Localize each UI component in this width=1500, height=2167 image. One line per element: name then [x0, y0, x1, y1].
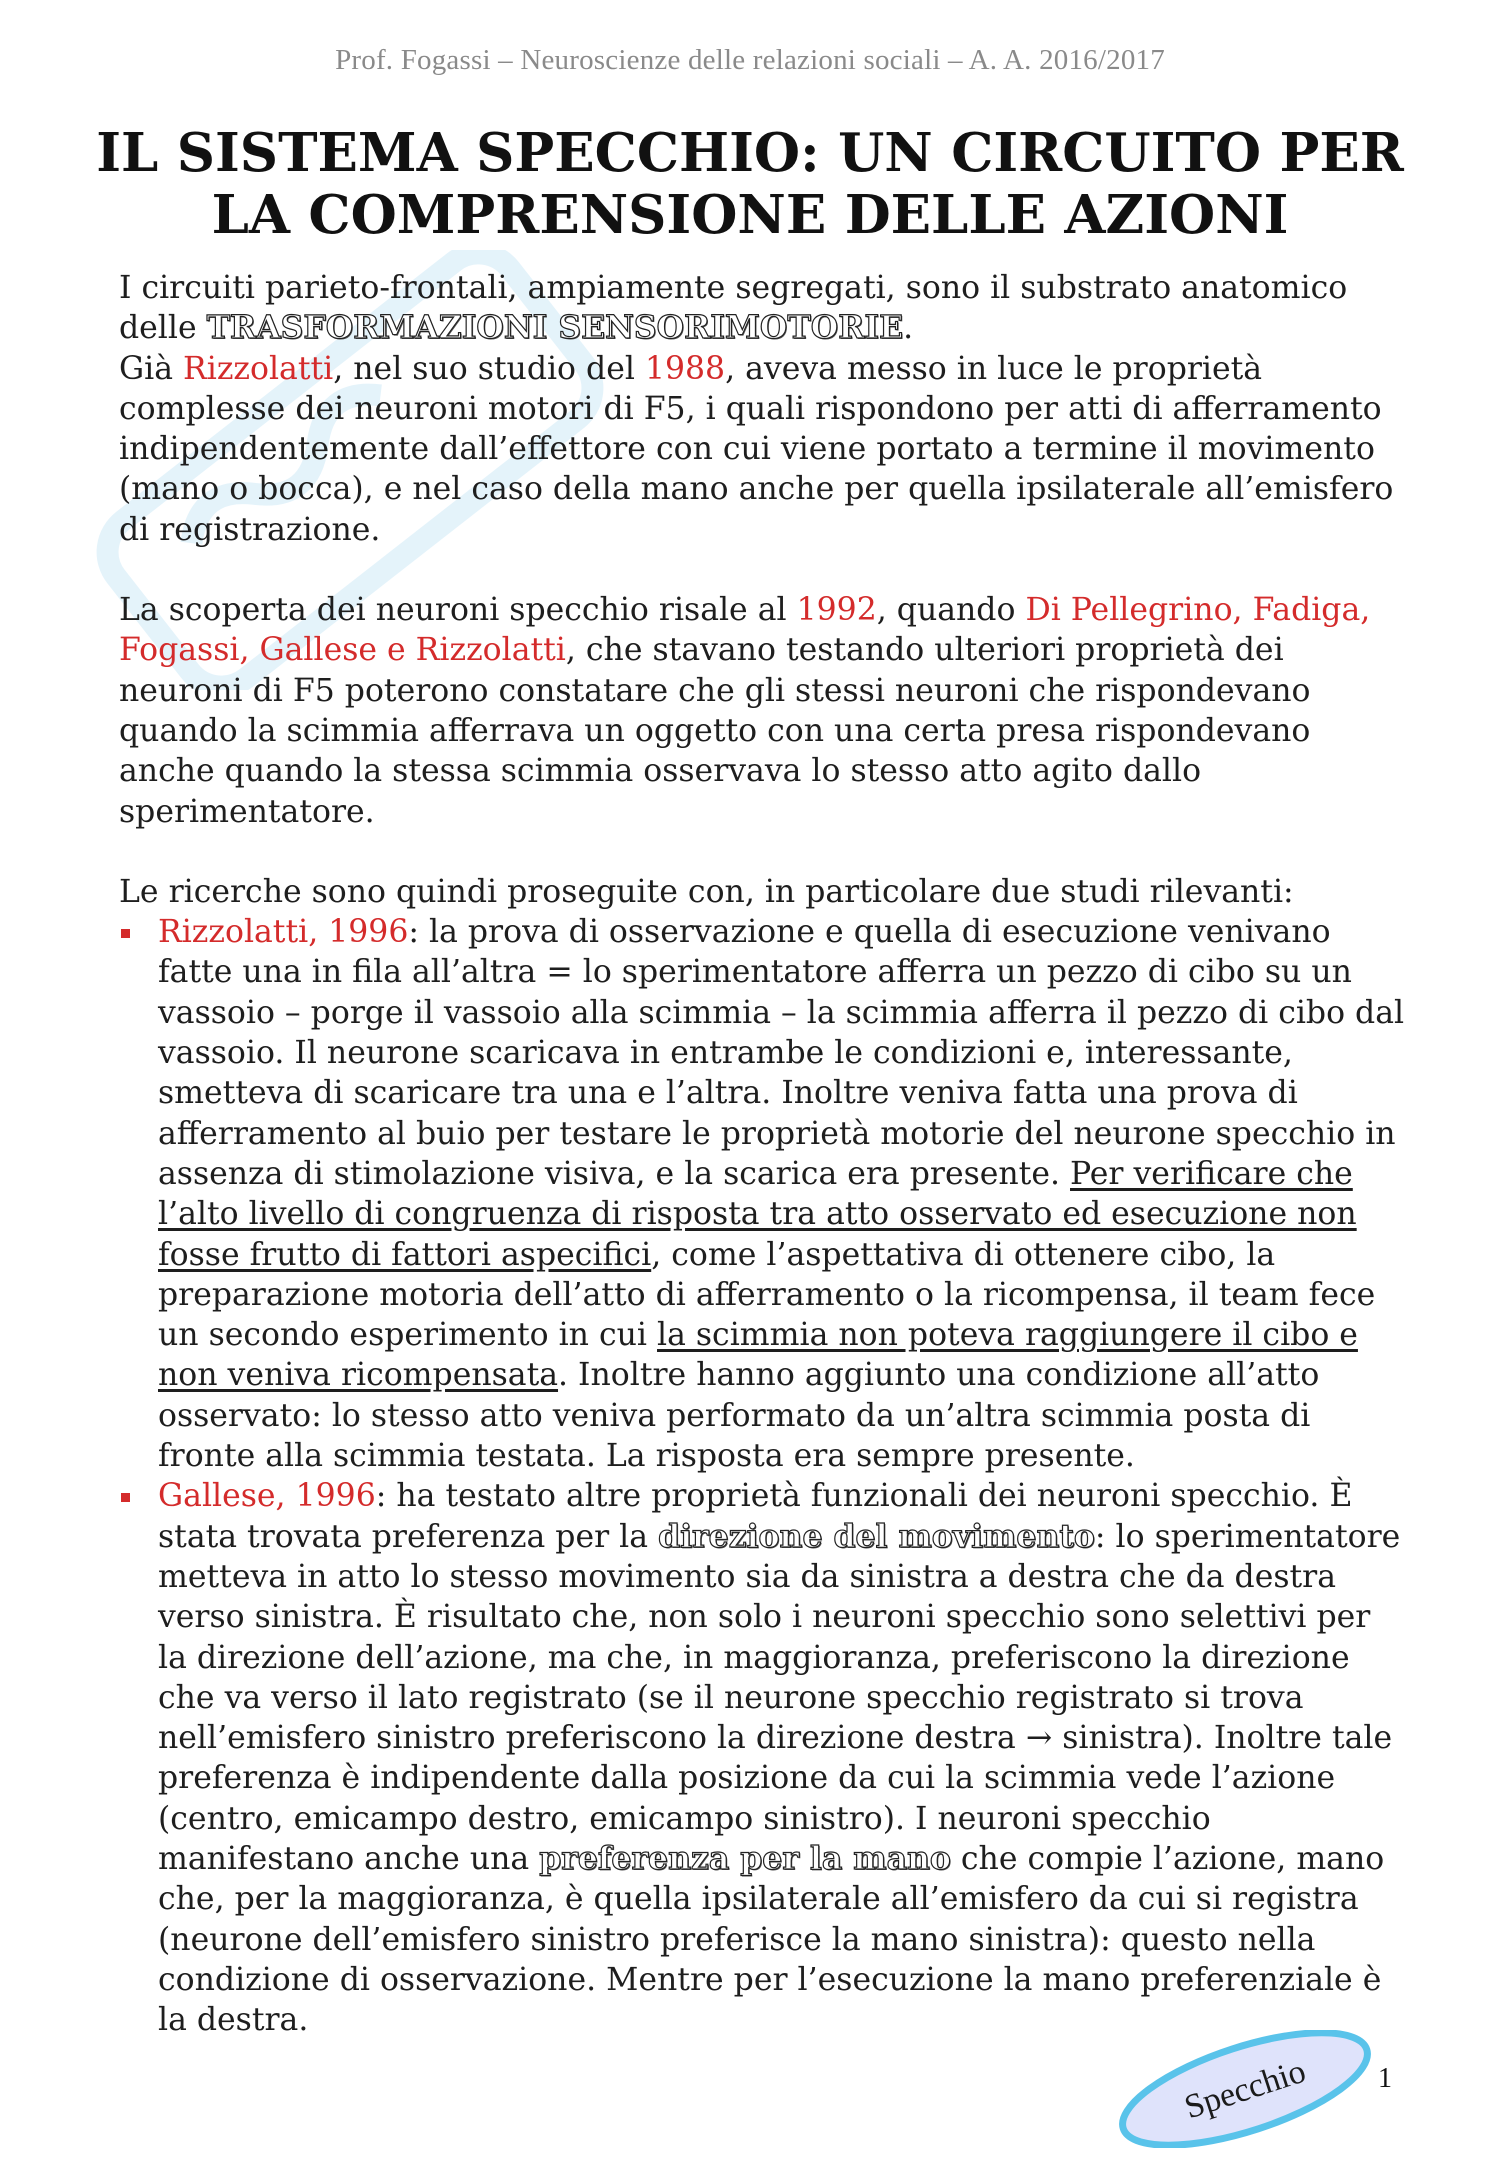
highlight-preferenza-mano: preferenza per la mano — [539, 1839, 951, 1877]
page-header: Prof. Fogassi – Neuroscienze delle relazioni sociali – A. A. 2016/2017 — [335, 44, 1165, 76]
paragraph-intro: I circuiti parieto-frontali, ampiamente segregati, sono il substrato anatomico delle TRASFORMAZIONI SENSORIMOTORIE. Già Rizzolatti, nel suo studio del 1988, aveva messo in luce le proprietà complesse dei neuroni motori di F5, i quali rispondono per atti di afferramento indipendentemente dall’effettore con cui viene portato a termine il movimento (mano o bocca), e nel caso della mano anche per quella ipsilaterale all’emisfero di registrazione. — [119, 270, 1394, 548]
studies-list — [119, 912, 1409, 2040]
document-body — [119, 268, 1409, 2040]
citation-1992: 1992 — [796, 592, 877, 629]
underlined-text-1: Per verificare che l’alto livello di congruenza di risposta tra atto osservato ed esecuzione non fosse frutto di fattori aspecifici — [158, 1155, 1357, 1273]
highlight-trasformazioni: TRASFORMAZIONI SENSORIMOTORIE — [206, 309, 904, 347]
citation-gallese-1996: Gallese, 1996 — [158, 1478, 376, 1515]
citation-1988: 1988 — [644, 350, 726, 387]
underlined-text-2: la scimmia non poteva raggiungere il cibo e non veniva ricompensata — [158, 1317, 1358, 1394]
citation-rizzolatti: Rizzolatti — [183, 350, 334, 387]
list-item-rizzolatti-1996: Rizzolatti, 1996: la prova di osservazione e quella di esecuzione venivano fatte una in fila all’altra = lo sperimentatore afferra un pezzo di cibo su un vassoio – porge il vassoio alla scimmia – la scimmia afferra il pezzo di cibo dal vassoio. Il neurone scaricava in entrambe le condizioni e, interessante, smetteva di scaricare tra una e l’altra. Inoltre veniva fatta una prova di afferramento al buio per testare le proprietà motorie del neurone specchio in assenza di stimolazione visiva, e la scarica era presente. Per verificare che l’alto livello di congruenza di risposta tra atto osservato ed esecuzione non fosse frutto di fattori aspecifici, come l’aspettativa di ottenere cibo, la preparazione motoria dell’atto di afferramento o la ricompensa, il team fece un secondo esperimento in cui la scimmia non poteva raggiungere il cibo e non veniva ricompensata. Inoltre hanno aggiunto una condizione all’atto osservato: lo stesso atto veniva performato da un’altra scimmia posta di fronte alla scimmia testata. La risposta era sempre presente. — [119, 912, 1409, 1476]
bullet-square-icon — [121, 929, 130, 938]
paragraph-discovery: La scoperta dei neuroni specchio risale al 1992, quando Di Pellegrino, Fadiga, Fogassi, Gallese e Rizzolatti, che stavano testando ulteriori proprietà dei neuroni di F5 poterono constatare che gli stessi neuroni che rispondevano quando la scimmia afferrava un oggetto con una certa presa rispondevano anche quando la stessa scimmia osservava lo stesso atto agito dallo sperimentatore. — [119, 592, 1371, 830]
highlight-direzione: direzione del movimento — [658, 1517, 1095, 1555]
specchio-stamp — [1103, 2030, 1388, 2148]
stamp-label: Specchio — [1180, 2052, 1311, 2127]
bullet-square-icon — [121, 1493, 130, 1502]
page-number: 1 — [1378, 2063, 1392, 2094]
citation-authors: Di Pellegrino, Fadiga, Fogassi, Gallese e Rizzolatti — [119, 592, 1371, 669]
list-item-gallese-1996: Gallese, 1996: ha testato altre proprietà funzionali dei neuroni specchio. È stata trovata preferenza per la direzione del movimento: lo sperimentatore metteva in atto lo stesso movimento sia da sinistra a destra che da destra verso sinistra. È risultato che, non solo i neuroni specchio sono selettivi per la direzione dell’azione, ma che, in maggioranza, preferiscono la direzione che va verso il lato registrato (se il neurone specchio registrato si trova nell’emisfero sinistro preferiscono la direzione destra → sinistra). Inoltre tale preferenza è indipendente dalla posizione da cui la scimmia vede l’azione (centro, emicampo destro, emicampo sinistro). I neuroni specchio manifestano anche una preferenza per la mano che compie l’azione, mano che, per la maggioranza, è quella ipsilaterale all’emisfero da cui si registra (neurone dell’emisfero sinistro preferisce la mano sinistra): questo nella condizione di osservazione. Mentre per l’esecuzione la mano preferenziale è la destra. — [119, 1476, 1409, 2040]
document-title: IL SISTEMA SPECCHIO: UN CIRCUITO PER LA COMPRENSIONE DELLE AZIONI — [96, 122, 1404, 246]
citation-rizzolatti-1996: Rizzolatti, 1996 — [158, 914, 409, 951]
paragraph-studies-intro: Le ricerche sono quindi proseguite con, in particolare due studi rilevanti: — [119, 873, 1294, 910]
